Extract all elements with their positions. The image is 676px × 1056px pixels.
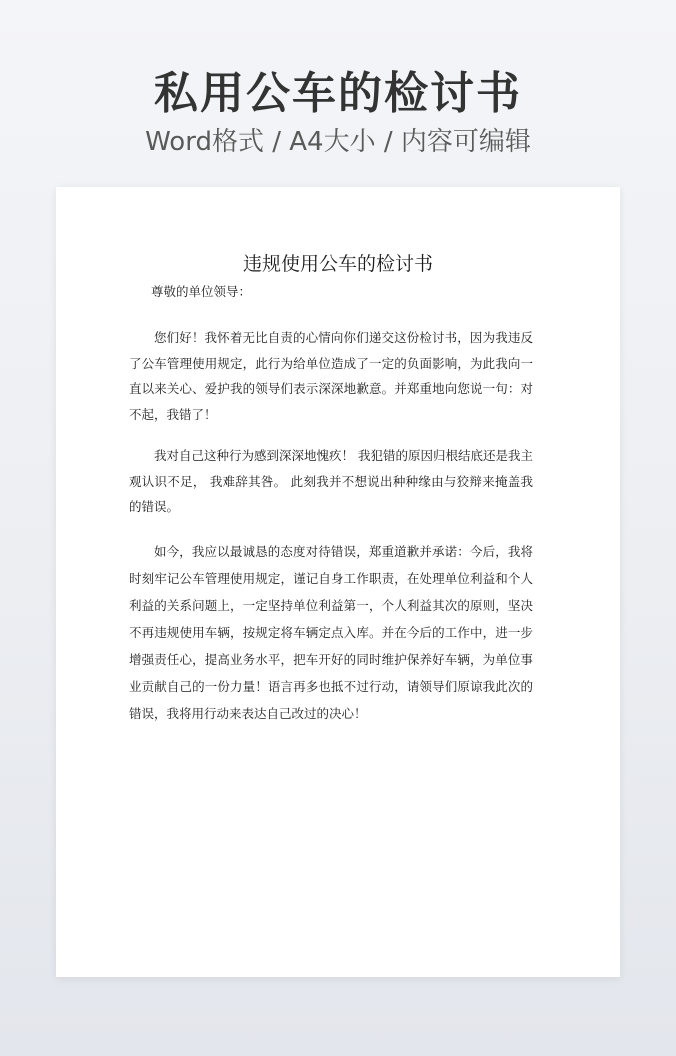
document-title: 违规使用公车的检讨书 (242, 253, 433, 275)
header (0, 66, 676, 160)
document-paragraph-3: 如今，我应以最诚恳的态度对待错误，郑重道歉并承诺：今后，我将时刻牢记公车管理使用规定，谨记自身工作职责，在处理单位利益和个人利益的关系问题上，一定坚持单位利益第一，个人利益其次的原则，坚决不再违规使用车辆，按规定将车辆定点入库。并在今后的工作中，进一步增强责任心，提高业务水平，把车开好的同时维护保养好车辆，为单位事业贡献自己的一份力量！语言再多也抵不过行动，请领导们原谅我此次的错误，我将用行动来表达自己改过的决心！ (129, 544, 533, 721)
document-paragraph-2: 我对自己这种行为感到深深地愧疚！ 我犯错的原因归根结底还是我主观认识不足， 我难辞其咎。 此刻我并不想说出种种缘由与狡辩来掩盖我的错误。 (129, 448, 533, 514)
document-salutation: 尊敬的单位领导： (151, 284, 252, 299)
page-subtitle: Word格式 / A4大小 / 内容可编辑 (145, 127, 531, 157)
document-page (56, 187, 620, 977)
document-paragraph-1: 您们好！我怀着无比自责的心情向你们递交这份检讨书，因为我违反了公车管理使用规定，此行为给单位造成了一定的负面影响，为此我向一直以来关心、爱护我的领导们表示深深地歉意。并郑重地向您说一句：对不起，我错了！ (129, 330, 533, 422)
page-title: 私用公车的检讨书 (154, 68, 522, 119)
